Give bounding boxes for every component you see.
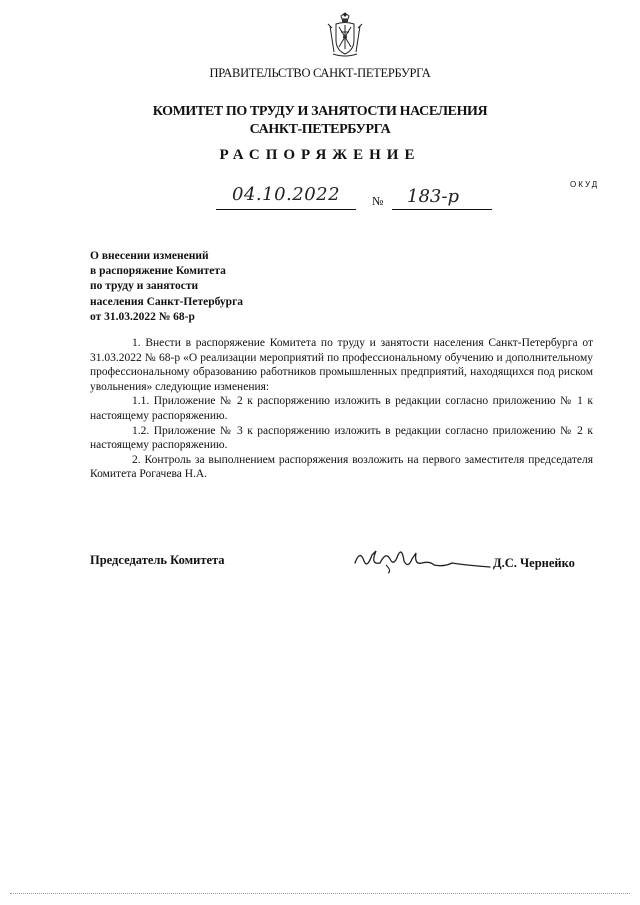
subject-line: от 31.03.2022 № 68-р <box>90 310 195 323</box>
okud-label: ОКУД <box>570 180 600 189</box>
committee-name-line1: КОМИТЕТ ПО ТРУДУ И ЗАНЯТОСТИ НАСЕЛЕНИЯ <box>152 104 488 119</box>
handwritten-date: 04.10.2022 <box>232 184 341 205</box>
subject-block <box>90 249 340 325</box>
number-sign: № <box>372 194 384 208</box>
committee-name-line2: САНКТ-ПЕТЕРБУРГА <box>249 122 391 137</box>
paragraph-2: 2. Контроль за выполнением распоряжения возложить на первого заместителя председателя Комитета Рогачева Н.А. <box>90 453 593 481</box>
paragraph-1-2: 1.2. Приложение № 3 к распоряжению изложить в редакции согласно приложению № 2 к настоящему распоряжению. <box>90 424 593 452</box>
signatory-title: Председатель Комитета <box>90 553 225 567</box>
paragraph-1-1: 1.1. Приложение № 2 к распоряжению изложить в редакции согласно приложению № 1 к настоящему распоряжению. <box>90 395 593 422</box>
document-type-title: РАСПОРЯЖЕНИЕ <box>219 147 421 163</box>
number-underline <box>392 208 492 210</box>
subject-line: по труду и занятости <box>90 280 199 293</box>
subject-line: О внесении изменений <box>90 250 209 262</box>
handwritten-signature-image <box>352 541 492 577</box>
handwritten-number: 183-р <box>407 186 459 207</box>
committee-name <box>0 103 640 139</box>
paragraph-1: 1. Внести в распоряжение Комитета по труду и занятости населения Санкт-Петербурга от 31.03.2022 № 68-р «О реализации мероприятий по профессиональному обучению и дополнительному профессиональному образованию работников промышленных предприятий, находящихся под риском увольнения» следующие изменения: <box>90 337 593 393</box>
document-body <box>90 336 593 482</box>
page-edge-scan-artifact <box>10 891 630 894</box>
date-underline <box>216 208 356 210</box>
subject-line: населения Санкт-Петербурга <box>90 295 244 308</box>
signatory-name: Д.С. Чернейко <box>493 556 575 570</box>
subject-line: в распоряжение Комитета <box>90 265 226 278</box>
coat-of-arms-emblem <box>327 12 363 58</box>
government-name: ПРАВИТЕЛЬСТВО САНКТ-ПЕТЕРБУРГА <box>209 66 431 80</box>
